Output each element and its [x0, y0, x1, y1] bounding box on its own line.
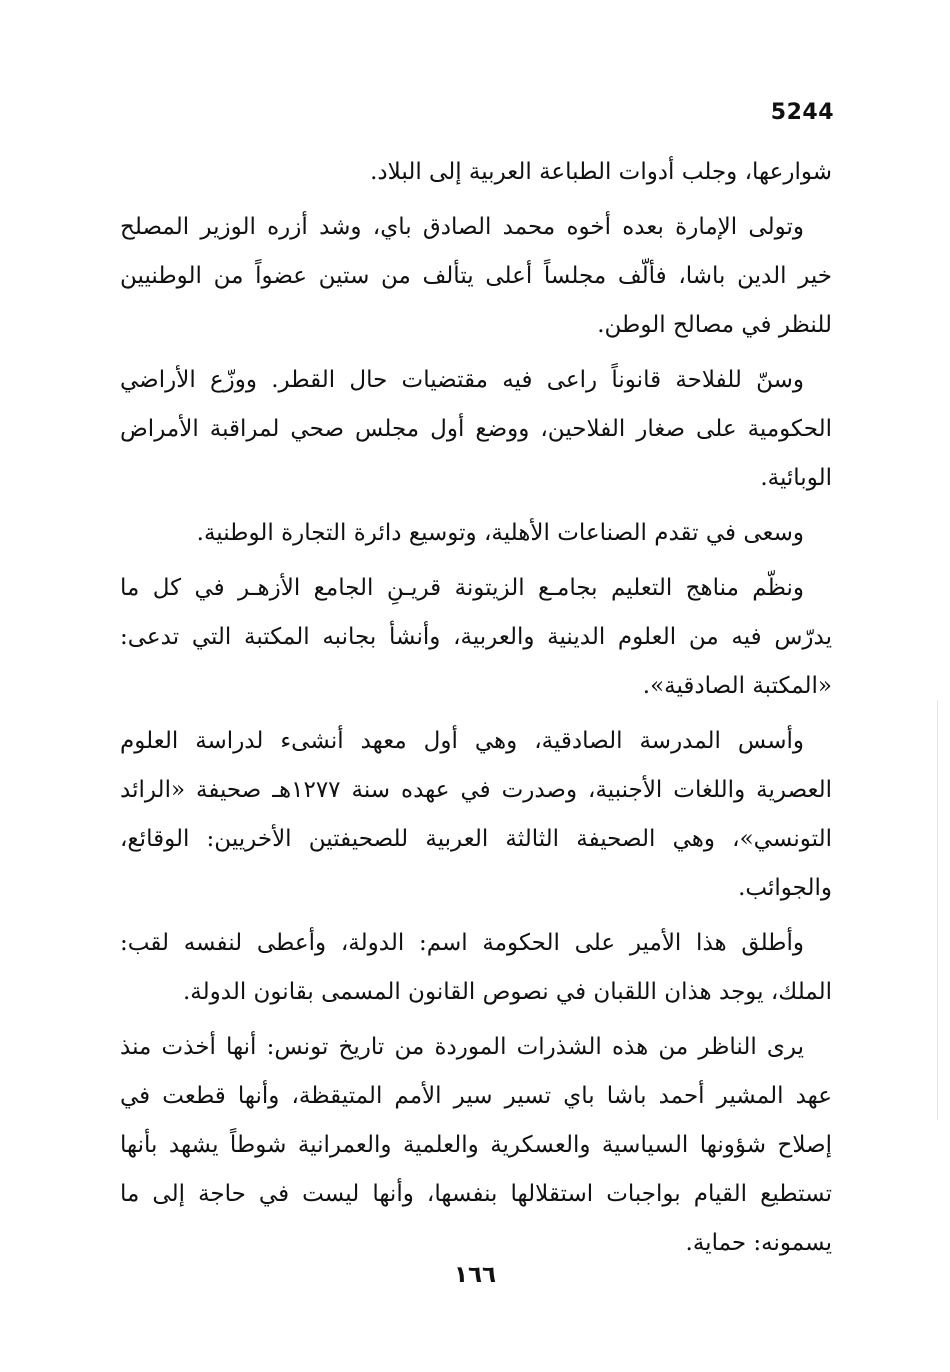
- scan-edge-line: [937, 700, 938, 1120]
- paragraph: ونظّم مناهج التعليم بجامـع الزيتونة قريـنِ الجامع الأزهـر في كل ما يدرّس فيه من العلوم الدينية والعربية، وأنشأ بجانبه المكتبة التي تدعى: «المكتبة الصادقية».: [120, 575, 832, 699]
- paragraph: وتولى الإمارة بعده أخوه محمد الصادق باي، وشد أزره الوزير المصلح خير الدين باشا، فألّف مجلساً أعلى يتألف من ستين عضواً من الوطنيين للنظر في مصالح الوطن.: [120, 214, 833, 338]
- body-text: [120, 148, 832, 1268]
- page-number: ١٦٦: [453, 1262, 497, 1288]
- page-identifier: 5244: [770, 100, 834, 125]
- paragraph: وأسس المدرسة الصادقية، وهي أول معهد أنشىء لدراسة العلوم العصرية واللغات الأجنبية، وصدرت في عهده سنة ١٢٧٧هـ صحيفة «الرائد التونسي»، وهي الصحيفة الثالثة العربية للصحيفتين الأخريين: الوقائع، والجوائب.: [120, 728, 833, 901]
- paragraph: وسعى في تقدم الصناعات الأهلية، وتوسيع دائرة التجارة الوطنية.: [196, 520, 804, 546]
- paragraph: شوارعها، وجلب أدوات الطباعة العربية إلى البلاد.: [370, 159, 832, 185]
- paragraph: وسنّ للفلاحة قانوناً راعى فيه مقتضيات حال القطر. ووزّع الأراضي الحكومية على صغار الفلاحين، ووضع أول مجلس صحي لمراقبة الأمراض الوبائية.: [120, 367, 832, 491]
- paragraph: يرى الناظر من هذه الشذرات الموردة من تاريخ تونس: أنها أخذت منذ عهد المشير أحمد باشا باي تسير سير الأمم المتيقظة، وأنها قطعت في إصلاح شؤونها السياسية والعسكرية والعلمية والعمرانية شوطاً يشهد بأنها تستطيع القيام بواجبات استقلالها بنفسها، وأنها ليست في حاجة إلى ما يسمونه: حماية.: [120, 1034, 832, 1256]
- paragraph: وأطلق هذا الأمير على الحكومة اسم: الدولة، وأعطى لنفسه لقب: الملك، يوجد هذان اللقبان في نصوص القانون المسمى بقانون الدولة.: [120, 930, 832, 1005]
